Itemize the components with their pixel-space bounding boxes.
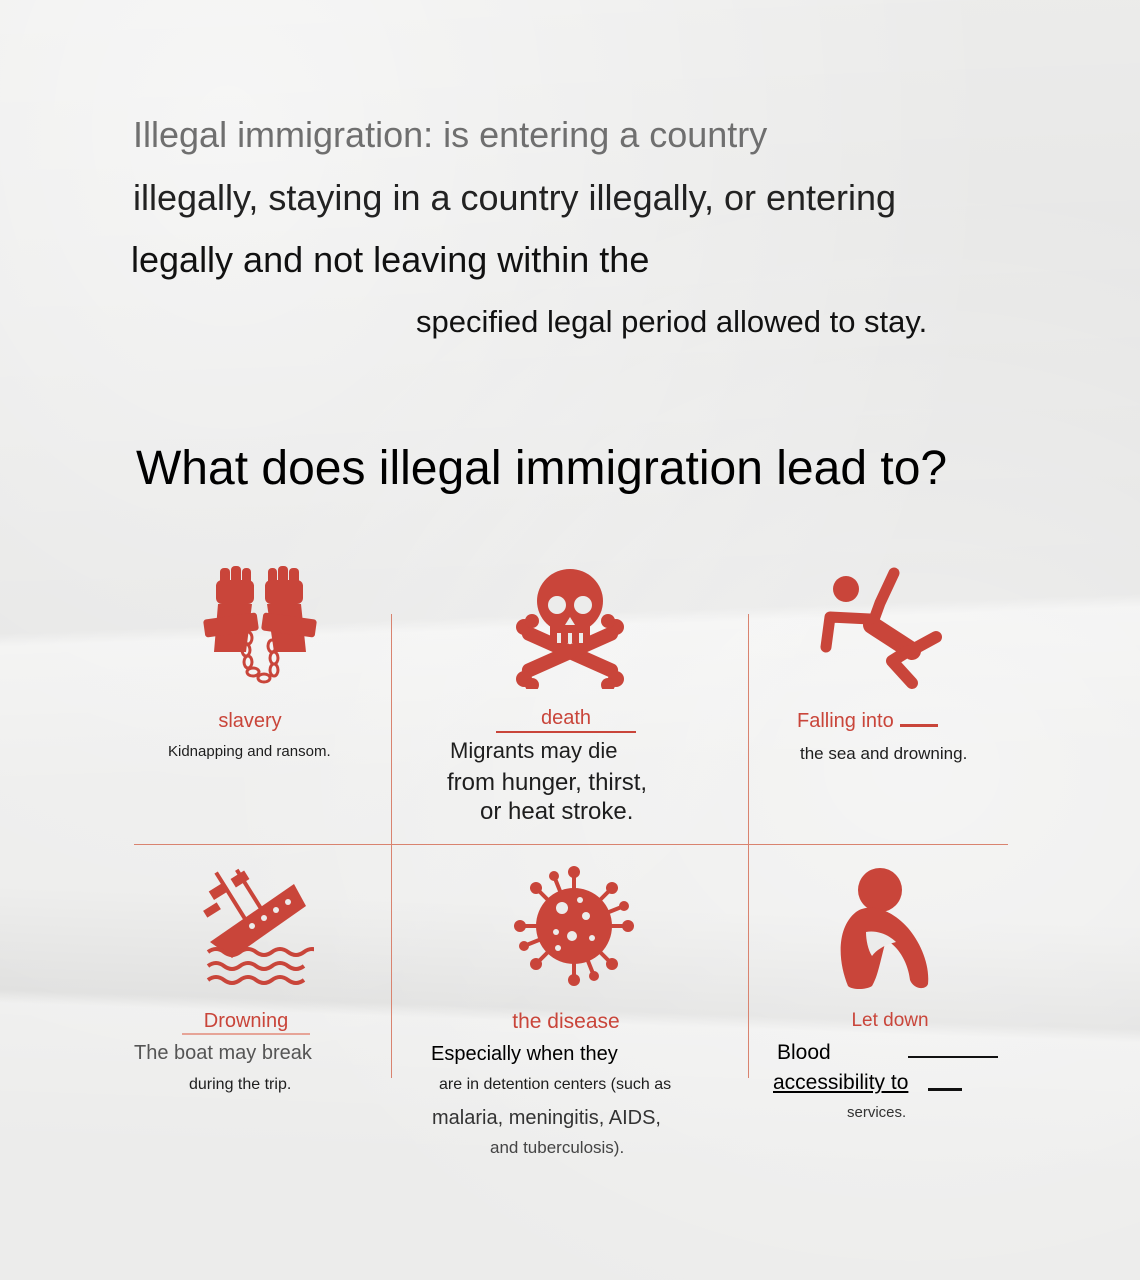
cell-desc-death-3: or heat stroke.: [480, 798, 634, 825]
cell-desc-disease-2: are in detention centers (such as: [439, 1076, 672, 1093]
skull-crossbones-icon: [514, 565, 626, 689]
intro-line-4: specified legal period allowed to stay.: [416, 304, 928, 339]
sinking-ship-icon: [202, 866, 314, 986]
cell-desc-death-2: from hunger, thirst,: [447, 769, 648, 796]
cell-title-death: death: [496, 707, 636, 733]
cell-desc-letdown-1: Blood: [777, 1041, 831, 1064]
section-heading: What does illegal immigration lead to?: [136, 442, 948, 495]
grid-divider-v2: [748, 614, 749, 1078]
cell-desc-drowning-2: during the trip.: [189, 1076, 292, 1093]
grid-divider-v1: [391, 614, 392, 1078]
falling-person-icon: [818, 567, 946, 691]
cell-title-drowning: Drowning: [182, 1010, 310, 1035]
cell-desc-disease-3: malaria, meningitis, AIDS,: [432, 1107, 661, 1129]
redaction-line: [908, 1056, 998, 1058]
cell-desc-death-1: Migrants may die: [450, 738, 618, 763]
cell-title-letdown: Let down: [851, 1010, 929, 1031]
sad-person-icon: [836, 866, 932, 990]
redaction-line: [928, 1088, 962, 1091]
cell-desc-falling: the sea and drowning.: [800, 744, 968, 763]
cell-title-falling: Falling into: [797, 710, 894, 732]
title-underline: [900, 724, 938, 727]
handcuffed-hands-icon: [200, 564, 320, 688]
cell-desc-letdown-2: accessibility to: [773, 1071, 909, 1094]
intro-line-1: Illegal immigration: is entering a country: [133, 114, 768, 155]
intro-line-2: illegally, staying in a country illegally, or entering: [133, 177, 897, 218]
virus-icon: [512, 864, 636, 988]
cell-desc-slavery: Kidnapping and ransom.: [168, 743, 331, 760]
cell-desc-disease-4: and tuberculosis).: [490, 1138, 625, 1157]
cell-desc-drowning-1: The boat may break: [134, 1042, 312, 1064]
intro-line-3: legally and not leaving within the: [131, 239, 650, 280]
cell-desc-disease-1: Especially when they: [431, 1043, 618, 1065]
cell-title-disease: the disease: [512, 1010, 620, 1033]
cell-desc-letdown-3: services.: [847, 1104, 907, 1121]
cell-title-slavery: slavery: [218, 710, 282, 732]
grid-divider-h: [134, 844, 1008, 845]
